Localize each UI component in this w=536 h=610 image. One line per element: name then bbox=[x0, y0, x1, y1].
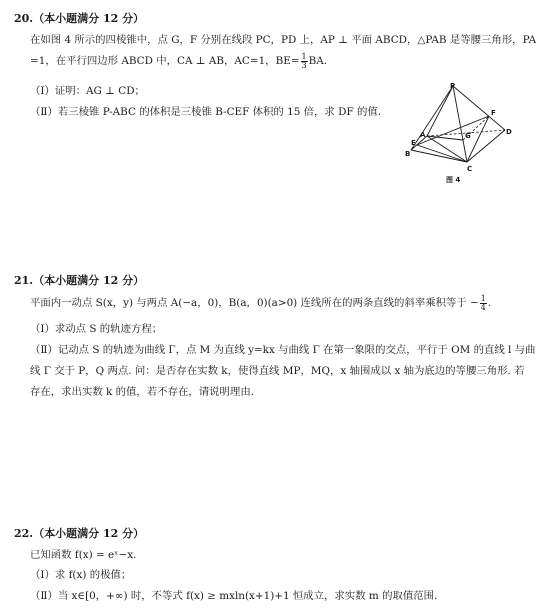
segment-ef bbox=[417, 116, 489, 145]
edge-pd bbox=[453, 86, 505, 130]
q21-stem-text: 平面内一动点 S(x，y) 与两点 A(−a，0)，B(a，0)(a>0) 连线所在的两条直线的斜率乘积等于 − bbox=[30, 297, 479, 309]
q22-stem: 已知函数 f(x) = eˣ−x. bbox=[30, 549, 137, 561]
q20-title: 20.（本小题满分 12 分） bbox=[14, 12, 145, 25]
fraction-denominator: 4 bbox=[480, 302, 486, 312]
q22-part2: （Ⅱ）当 x∈[0，+∞) 时，不等式 f(x) ≥ mxln(x+1)+1 恒成立，求实数 m 的取值范围. bbox=[30, 590, 438, 602]
fraction-denominator: 3 bbox=[301, 60, 307, 70]
q21-stem-tail: . bbox=[487, 297, 492, 309]
fraction-numerator: 1 bbox=[301, 51, 307, 61]
edge-pa bbox=[427, 86, 453, 136]
q20-stem-line2-tail: BA. bbox=[308, 55, 328, 67]
segment-ec bbox=[417, 145, 467, 162]
label-d: D bbox=[506, 128, 512, 136]
label-f: F bbox=[491, 109, 496, 117]
q21-part2-line3: 存在，求出实数 k 的值，若不存在，请说明理由. bbox=[30, 386, 255, 398]
q21-title: 21.（本小题满分 12 分） bbox=[14, 274, 145, 287]
q20-part2: （Ⅱ）若三棱锥 P-ABC 的体积是三棱锥 B-CEF 体积的 15 倍，求 DF 的值. bbox=[30, 106, 382, 118]
q20-part1: （Ⅰ）证明：AG ⊥ CD； bbox=[30, 85, 145, 97]
edge-pc bbox=[453, 86, 467, 162]
pyramid-figure bbox=[405, 82, 511, 180]
q20-fraction bbox=[301, 53, 308, 70]
figure-caption: 图 4 bbox=[446, 176, 461, 184]
q21-part1: （Ⅰ）求动点 S 的轨迹方程； bbox=[30, 323, 163, 335]
label-a: A bbox=[420, 131, 426, 139]
q20-stem-line2-text: =1，在平行四边形 ABCD 中，CA ⊥ AB，AC=1，BE= bbox=[30, 55, 300, 67]
q22-part1: （Ⅰ）求 f(x) 的极值； bbox=[30, 569, 132, 581]
fraction-numerator: 1 bbox=[480, 293, 486, 303]
label-b: B bbox=[405, 150, 411, 158]
q21-fraction bbox=[480, 295, 487, 312]
q20-stem-line2 bbox=[30, 52, 327, 70]
label-c: C bbox=[467, 165, 473, 173]
q22-title: 22.（本小题满分 12 分） bbox=[14, 527, 145, 540]
q21-part2-line2: 线 Γ 交于 P，Q 两点. 问：是否存在实数 k，使得直线 MP，MQ，x 轴围成以 x 轴为底边的等腰三角形. 若 bbox=[30, 365, 525, 377]
label-g: G bbox=[465, 132, 471, 140]
edge-bc bbox=[411, 150, 467, 162]
label-e: E bbox=[411, 139, 416, 147]
q21-stem bbox=[30, 294, 491, 312]
edge-pb bbox=[411, 86, 453, 150]
q21-part2-line1: （Ⅱ）记动点 S 的轨迹为曲线 Γ，点 M 为直线 y=kx 与曲线 Γ 在第一象限的交点，平行于 OM 的直线 l 与曲 bbox=[30, 344, 536, 356]
label-p: P bbox=[450, 82, 456, 90]
edge-cd bbox=[467, 130, 505, 162]
q20-stem-line1: 在如图 4 所示的四棱锥中，点 G，F 分别在线段 PC，PD 上，AP ⊥ 平面 ABCD，△PAB 是等腰三角形，PA bbox=[30, 34, 536, 46]
